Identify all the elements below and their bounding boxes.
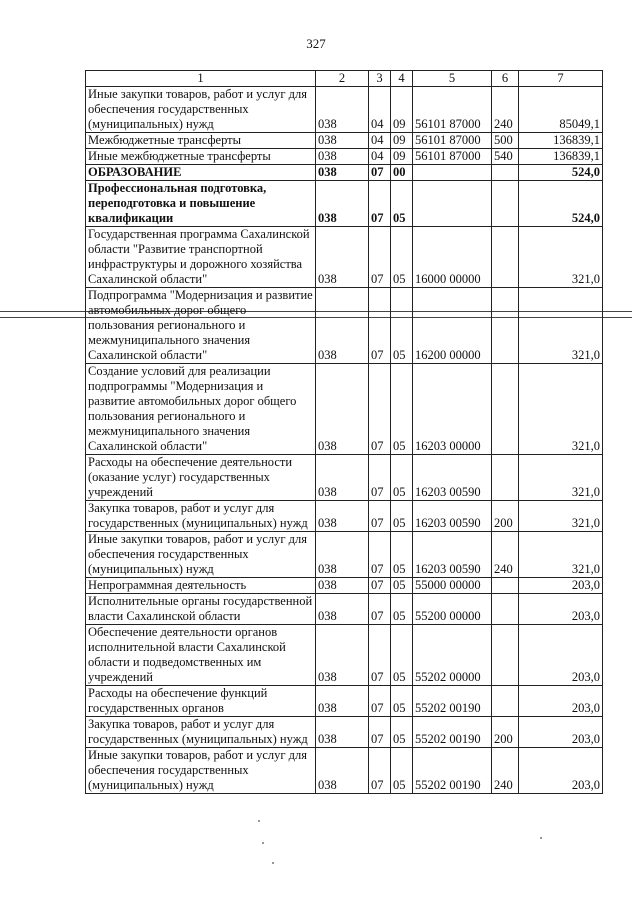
row-amount-cell: 321,0 (519, 288, 603, 364)
row-type-cell (492, 364, 519, 455)
row-type-cell: 240 (492, 87, 519, 133)
table-row (86, 625, 603, 686)
page-number: 327 (306, 36, 326, 51)
row-amount-cell: 203,0 (519, 578, 603, 594)
row-section-cell: 07 (369, 165, 391, 181)
row-amount-cell: 85049,1 (519, 87, 603, 133)
row-subsection-cell: 05 (391, 717, 413, 748)
row-section-cell: 04 (369, 87, 391, 133)
row-subsection-cell: 09 (391, 149, 413, 165)
row-section-cell: 07 (369, 717, 391, 748)
table-row (86, 227, 603, 288)
row-name-cell: ОБРАЗОВАНИЕ (86, 165, 316, 181)
row-amount-cell: 203,0 (519, 686, 603, 717)
row-section-cell: 07 (369, 532, 391, 578)
table-row (86, 149, 603, 165)
row-code-cell: 038 (316, 227, 369, 288)
row-subsection-cell: 05 (391, 181, 413, 227)
row-target-cell: 16203 00590 (413, 532, 492, 578)
row-subsection-cell: 05 (391, 532, 413, 578)
row-target-cell: 55202 00000 (413, 625, 492, 686)
row-code-cell: 038 (316, 181, 369, 227)
row-name-cell: Закупка товаров, работ и услуг для государственных (муниципальных) нужд (86, 717, 316, 748)
row-target-cell: 56101 87000 (413, 149, 492, 165)
row-type-cell (492, 288, 519, 364)
row-section-cell: 07 (369, 594, 391, 625)
row-subsection-cell: 05 (391, 288, 413, 364)
row-subsection-cell: 05 (391, 501, 413, 532)
row-subsection-cell: 05 (391, 227, 413, 288)
row-subsection-cell: 00 (391, 165, 413, 181)
row-name-cell: Расходы на обеспечение функций государственных органов (86, 686, 316, 717)
row-target-cell: 55200 00000 (413, 594, 492, 625)
row-code-cell: 038 (316, 87, 369, 133)
row-amount-cell: 203,0 (519, 594, 603, 625)
row-name-cell: Иные закупки товаров, работ и услуг для обеспечения государственных (муниципальных) нужд (86, 748, 316, 794)
row-subsection-cell: 09 (391, 133, 413, 149)
scan-speck (540, 837, 542, 839)
header-cell: 2 (316, 71, 369, 87)
row-name-cell: Иные межбюджетные трансферты (86, 149, 316, 165)
row-code-cell: 038 (316, 578, 369, 594)
row-code-cell: 038 (316, 625, 369, 686)
budget-table (85, 70, 603, 794)
row-target-cell: 16203 00590 (413, 455, 492, 501)
header-cell: 4 (391, 71, 413, 87)
row-subsection-cell: 05 (391, 364, 413, 455)
row-amount-cell: 203,0 (519, 748, 603, 794)
row-target-cell (413, 165, 492, 181)
header-cell: 3 (369, 71, 391, 87)
header-cell: 1 (86, 71, 316, 87)
row-section-cell: 07 (369, 748, 391, 794)
row-type-cell (492, 455, 519, 501)
row-amount-cell: 524,0 (519, 165, 603, 181)
row-name-cell: Исполнительные органы государственной власти Сахалинской области (86, 594, 316, 625)
row-amount-cell: 203,0 (519, 717, 603, 748)
row-amount-cell: 203,0 (519, 625, 603, 686)
row-target-cell: 16200 00000 (413, 288, 492, 364)
row-type-cell: 240 (492, 748, 519, 794)
table-row (86, 455, 603, 501)
row-code-cell: 038 (316, 288, 369, 364)
row-section-cell: 07 (369, 578, 391, 594)
row-amount-cell: 321,0 (519, 364, 603, 455)
row-amount-cell: 321,0 (519, 501, 603, 532)
row-name-cell: Подпрограмма "Модернизация и развитие автомобильных дорог общего пользования регионального и межмуниципального значения Сахалинской области" (86, 288, 316, 364)
row-section-cell: 07 (369, 625, 391, 686)
row-target-cell: 55202 00190 (413, 717, 492, 748)
row-amount-cell: 136839,1 (519, 133, 603, 149)
scan-speck (258, 820, 260, 822)
table-row (86, 364, 603, 455)
table-row (86, 133, 603, 149)
row-section-cell: 07 (369, 227, 391, 288)
row-code-cell: 038 (316, 364, 369, 455)
table-row (86, 594, 603, 625)
row-type-cell: 240 (492, 532, 519, 578)
row-type-cell (492, 181, 519, 227)
row-code-cell: 038 (316, 149, 369, 165)
row-subsection-cell: 05 (391, 455, 413, 501)
row-target-cell: 56101 87000 (413, 87, 492, 133)
table-row (86, 748, 603, 794)
row-target-cell: 55000 00000 (413, 578, 492, 594)
row-section-cell: 07 (369, 501, 391, 532)
row-type-cell (492, 578, 519, 594)
row-amount-cell: 321,0 (519, 455, 603, 501)
row-type-cell: 200 (492, 501, 519, 532)
row-name-cell: Иные закупки товаров, работ и услуг для обеспечения государственных (муниципальных) нужд (86, 87, 316, 133)
row-type-cell (492, 227, 519, 288)
row-code-cell: 038 (316, 501, 369, 532)
table-row (86, 87, 603, 133)
table-row (86, 501, 603, 532)
row-code-cell: 038 (316, 532, 369, 578)
row-target-cell: 55202 00190 (413, 686, 492, 717)
row-name-cell: Обеспечение деятельности органов исполнительной власти Сахалинской области и подведомственных им учреждений (86, 625, 316, 686)
row-code-cell: 038 (316, 455, 369, 501)
table-row (86, 717, 603, 748)
row-target-cell: 16000 00000 (413, 227, 492, 288)
header-row (86, 71, 603, 87)
row-subsection-cell: 05 (391, 686, 413, 717)
row-target-cell (413, 181, 492, 227)
table-row (86, 532, 603, 578)
table-row (86, 165, 603, 181)
scan-speck (272, 862, 274, 864)
row-type-cell (492, 165, 519, 181)
row-name-cell: Иные закупки товаров, работ и услуг для обеспечения государственных (муниципальных) нужд (86, 532, 316, 578)
row-target-cell: 55202 00190 (413, 748, 492, 794)
row-type-cell: 200 (492, 717, 519, 748)
row-amount-cell: 321,0 (519, 227, 603, 288)
header-cell: 6 (492, 71, 519, 87)
header-cell: 7 (519, 71, 603, 87)
row-section-cell: 07 (369, 364, 391, 455)
row-section-cell: 07 (369, 181, 391, 227)
row-name-cell: Непрограммная деятельность (86, 578, 316, 594)
row-type-cell (492, 594, 519, 625)
row-name-cell: Межбюджетные трансферты (86, 133, 316, 149)
row-subsection-cell: 09 (391, 87, 413, 133)
row-code-cell: 038 (316, 594, 369, 625)
row-code-cell: 038 (316, 717, 369, 748)
table-row (86, 578, 603, 594)
table-row (86, 181, 603, 227)
row-section-cell: 07 (369, 288, 391, 364)
row-name-cell: Расходы на обеспечение деятельности (оказание услуг) государственных учреждений (86, 455, 316, 501)
table-row (86, 288, 603, 364)
table-row (86, 686, 603, 717)
row-amount-cell: 321,0 (519, 532, 603, 578)
row-target-cell: 16203 00590 (413, 501, 492, 532)
header-cell: 5 (413, 71, 492, 87)
row-type-cell: 540 (492, 149, 519, 165)
row-section-cell: 04 (369, 133, 391, 149)
row-name-cell: Закупка товаров, работ и услуг для государственных (муниципальных) нужд (86, 501, 316, 532)
row-name-cell: Создание условий для реализации подпрограммы "Модернизация и развитие автомобильных дорог общего пользования регионального и межмуниципального значения Сахалинской области" (86, 364, 316, 455)
row-target-cell: 56101 87000 (413, 133, 492, 149)
row-subsection-cell: 05 (391, 578, 413, 594)
row-section-cell: 07 (369, 455, 391, 501)
row-subsection-cell: 05 (391, 594, 413, 625)
row-name-cell: Профессиональная подготовка, переподготовка и повышение квалификации (86, 181, 316, 227)
row-code-cell: 038 (316, 748, 369, 794)
row-code-cell: 038 (316, 686, 369, 717)
row-amount-cell: 136839,1 (519, 149, 603, 165)
row-subsection-cell: 05 (391, 748, 413, 794)
row-amount-cell: 524,0 (519, 181, 603, 227)
row-section-cell: 07 (369, 686, 391, 717)
row-section-cell: 04 (369, 149, 391, 165)
row-target-cell: 16203 00000 (413, 364, 492, 455)
row-code-cell: 038 (316, 133, 369, 149)
row-subsection-cell: 05 (391, 625, 413, 686)
row-type-cell: 500 (492, 133, 519, 149)
row-type-cell (492, 625, 519, 686)
row-code-cell: 038 (316, 165, 369, 181)
row-name-cell: Государственная программа Сахалинской области "Развитие транспортной инфраструктуры и дорожного хозяйства Сахалинской области" (86, 227, 316, 288)
scan-speck (262, 842, 264, 844)
row-type-cell (492, 686, 519, 717)
